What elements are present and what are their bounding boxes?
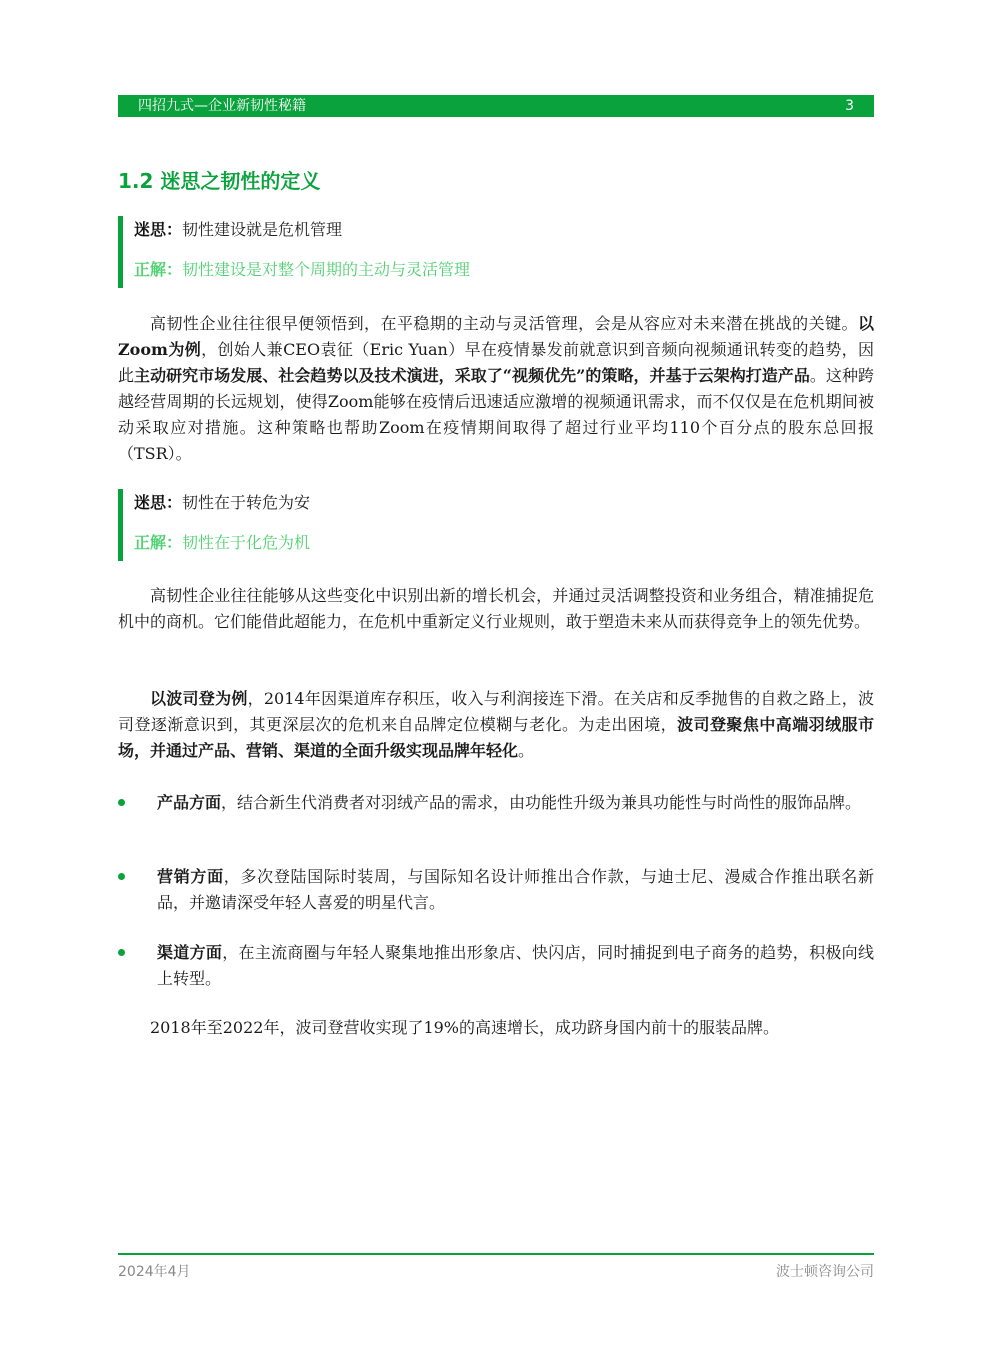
bold-span: 主动研究市场发展、社会趋势以及技术演进，采取了“视频优先”的策略，并基于云架构打造产品 (134, 366, 810, 385)
myth-label: 迷思： (134, 493, 183, 512)
bullet-body: ，多次登陆国际时装周，与国际知名设计师推出合作款，与迪士尼、漫威合作推出联名新品，并邀请深受年轻人喜爱的明星代言。 (157, 867, 874, 912)
paragraph-bosideng (118, 686, 874, 764)
paragraph-zoom (118, 311, 874, 467)
bullet-dot-icon (118, 799, 125, 806)
bullet-text (157, 940, 874, 992)
bullet-key: 渠道方面 (157, 943, 223, 962)
bullet-text (157, 864, 874, 916)
answer-label: 正解： (134, 260, 183, 279)
bullet-body: ，结合新生代消费者对羽绒产品的需求，由功能性升级为兼具功能性与时尚性的服饰品牌。 (221, 793, 862, 812)
myth-text: 韧性在于转危为安 (182, 493, 311, 512)
text-span: 高韧性企业往往很早便领悟到，在平稳期的主动与灵活管理，会是从容应对未来潜在挑战的关键。 (150, 314, 858, 333)
answer-row (134, 258, 470, 282)
myth-row (134, 491, 310, 515)
myth-callout-1 (118, 216, 879, 288)
bullet-key: 营销方面 (157, 867, 224, 886)
bullet-body: ，在主流商圈与年轻人聚集地推出形象店、快闪店，同时捕捉到电子商务的趋势，积极向线上转型。 (157, 943, 874, 988)
bold-span: 以波司登为例 (150, 689, 248, 708)
text-span: 。这种跨越经营周期的长远规划，使得Zoom能够在疫情后迅速适应激增的视频通讯需求，而不仅仅是在危机期间被动采取应对措施。这种策略也帮助Zoom在疫情期间取得了超过行业平均110个百分点的股东总回报（TSR）。 (118, 366, 874, 463)
bold-span: 以Zoom为例 (118, 314, 874, 359)
bullet-dot-icon (118, 949, 125, 956)
text-span: 。 (518, 741, 535, 760)
bullet-key: 产品方面 (157, 793, 222, 812)
footer-date: 2024年4月 (118, 1264, 191, 1280)
section-title: 1.2 迷思之韧性的定义 (118, 169, 321, 193)
paragraph-opportunity: 高韧性企业往往能够从这些变化中识别出新的增长机会，并通过灵活调整投资和业务组合，精准捕捉危机中的商机。它们能借此超能力，在危机中重新定义行业规则，敢于塑造未来从而获得竞争上的领先优势。 (118, 586, 874, 631)
footer-company: 波士顿咨询公司 (776, 1264, 874, 1280)
bullet-text (157, 790, 874, 816)
page-number: 3 (845, 98, 854, 114)
bullet-item-channel (118, 940, 874, 992)
header-bar (118, 95, 874, 117)
text-span: ，2014年因渠道库存积压，收入与利润接连下滑。在关店和反季抛售的自救之路上，波司登逐渐意识到，其更深层次的危机来自品牌定位模糊与老化。为走出困境， (118, 689, 874, 734)
bullet-dot-icon (118, 873, 125, 880)
answer-row (134, 531, 310, 555)
text-span: ，创始人兼CEO袁征（Eric Yuan）早在疫情暴发前就意识到音频向视频通讯转变的趋势，因此 (118, 340, 874, 385)
answer-label: 正解： (134, 533, 183, 552)
footer-divider (118, 1253, 874, 1255)
bullet-item-product (118, 790, 874, 816)
bullet-item-marketing (118, 864, 874, 916)
answer-text: 韧性在于化危为机 (182, 533, 311, 552)
myth-text: 韧性建设就是危机管理 (182, 220, 343, 239)
paragraph-growth: 2018年至2022年，波司登营收实现了19%的高速增长，成功跻身国内前十的服装品牌。 (150, 1018, 780, 1037)
myth-row (134, 218, 342, 242)
header-title: 四招九式—企业新韧性秘籍 (138, 98, 306, 114)
myth-callout-2 (118, 489, 879, 561)
myth-label: 迷思： (134, 220, 183, 239)
bold-span: 波司登聚焦中高端羽绒服市场，并通过产品、营销、渠道的全面升级实现品牌年轻化 (118, 715, 874, 760)
answer-text: 韧性建设是对整个周期的主动与灵活管理 (182, 260, 471, 279)
